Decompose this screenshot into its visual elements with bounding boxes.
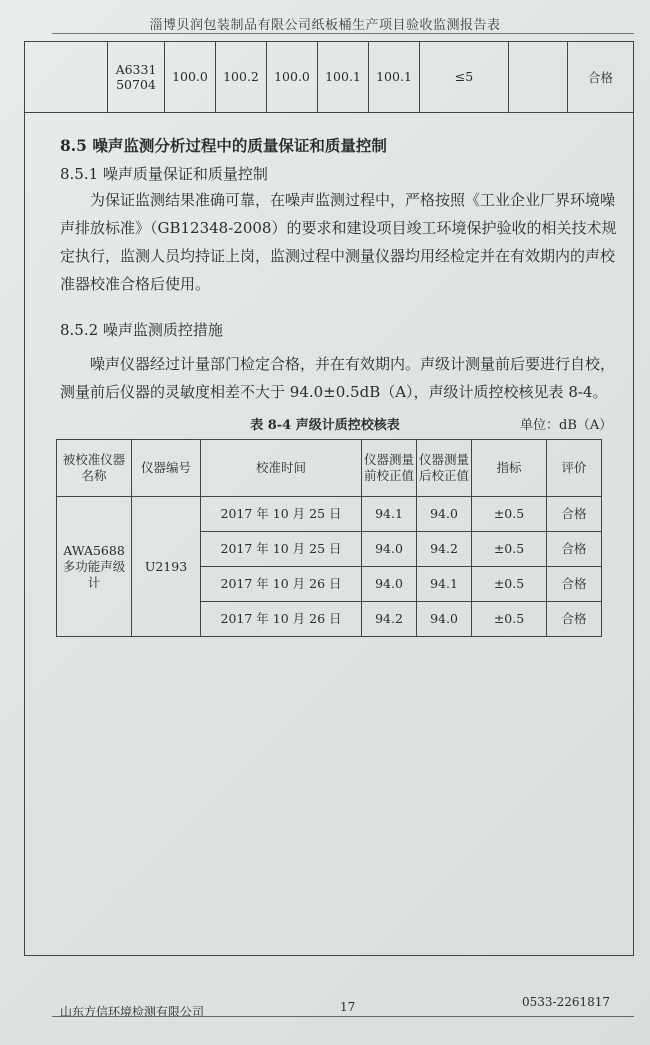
footer-rule — [52, 1016, 634, 1017]
header-cell: 仪器测量前校正值 — [362, 440, 417, 497]
calibration-table — [56, 439, 602, 637]
before-cell: 94.0 — [362, 532, 417, 567]
instrument-name-cell: AWA5688多功能声级计 — [57, 497, 132, 637]
paragraph-2: 噪声仪器经过计量部门检定合格，并在有效期内。声级计测量前后要进行自校，测量前后仪器的灵敏度相差不大于 94.0±0.5dB（A），声级计质控校核见表 8-4。 — [60, 355, 616, 401]
header-cell: 指标 — [472, 440, 547, 497]
index-cell: ±0.5 — [472, 532, 547, 567]
blank-cell — [25, 41, 108, 113]
subsection-heading-2: 8.5.2 噪声监测质控措施 — [60, 321, 223, 339]
index-cell: ±0.5 — [472, 497, 547, 532]
header-cell: 被校准仪器名称 — [57, 440, 132, 497]
footer-company: 山东方信环境检测有限公司 — [60, 1005, 205, 1019]
value-cell: 100.1 — [369, 41, 420, 113]
instrument-id-cell: U2193 — [132, 497, 201, 637]
result-cell: 合格 — [547, 602, 602, 637]
after-cell: 94.1 — [417, 567, 472, 602]
top-table-fragment — [24, 41, 634, 113]
header-rule — [52, 33, 634, 34]
before-cell: 94.1 — [362, 497, 417, 532]
table-caption: 表 8-4 声级计质控校核表 — [250, 418, 400, 433]
result-cell: 合格 — [547, 532, 602, 567]
value-cell: 100.0 — [267, 41, 318, 113]
result-cell: 合格 — [568, 41, 634, 113]
limit-cell: ≤5 — [420, 41, 509, 113]
code-cell — [108, 41, 165, 113]
index-cell: ±0.5 — [472, 567, 547, 602]
before-cell: 94.0 — [362, 567, 417, 602]
date-cell: 2017 年 10 月 25 日 — [201, 497, 362, 532]
date-cell: 2017 年 10 月 26 日 — [201, 567, 362, 602]
after-cell: 94.0 — [417, 602, 472, 637]
subsection-heading: 8.5.1 噪声质量保证和质量控制 — [60, 165, 268, 183]
table-header-row — [57, 440, 602, 497]
date-cell: 2017 年 10 月 26 日 — [201, 602, 362, 637]
table-unit: 单位：dB（A） — [520, 418, 613, 433]
table-row — [57, 497, 602, 532]
result-cell: 合格 — [547, 497, 602, 532]
code-line-2: 50704 — [116, 76, 156, 92]
value-cell: 100.2 — [216, 41, 267, 113]
header-cell: 仪器编号 — [132, 440, 201, 497]
header-title: 淄博贝润包装制品有限公司纸板桶生产项目验收监测报告表 — [149, 18, 501, 33]
header-cell: 评价 — [547, 440, 602, 497]
after-cell: 94.0 — [417, 497, 472, 532]
header-cell: 校准时间 — [201, 440, 362, 497]
footer-phone: 0533-2261817 — [522, 995, 611, 1009]
blank-cell — [509, 41, 568, 113]
page-number: 17 — [340, 1000, 356, 1014]
before-cell: 94.2 — [362, 602, 417, 637]
header-cell: 仪器测量后校正值 — [417, 440, 472, 497]
value-cell: 100.0 — [165, 41, 216, 113]
section-heading: 8.5 噪声监测分析过程中的质量保证和质量控制 — [60, 136, 387, 155]
code-line-1: A6331 — [115, 61, 157, 77]
value-cell: 100.1 — [318, 41, 369, 113]
index-cell: ±0.5 — [472, 602, 547, 637]
after-cell: 94.2 — [417, 532, 472, 567]
result-cell: 合格 — [547, 567, 602, 602]
date-cell: 2017 年 10 月 25 日 — [201, 532, 362, 567]
paragraph-1: 为保证监测结果准确可靠，在噪声监测过程中，严格按照《工业企业厂界环境噪声排放标准》（GB12348-2008）的要求和建设项目竣工环境保护验收的相关技术规定执行，监测人员均持证上岗，监测过程中测量仪器均用经检定并在有效期内的声校准器校准合格后使用。 — [60, 191, 617, 293]
